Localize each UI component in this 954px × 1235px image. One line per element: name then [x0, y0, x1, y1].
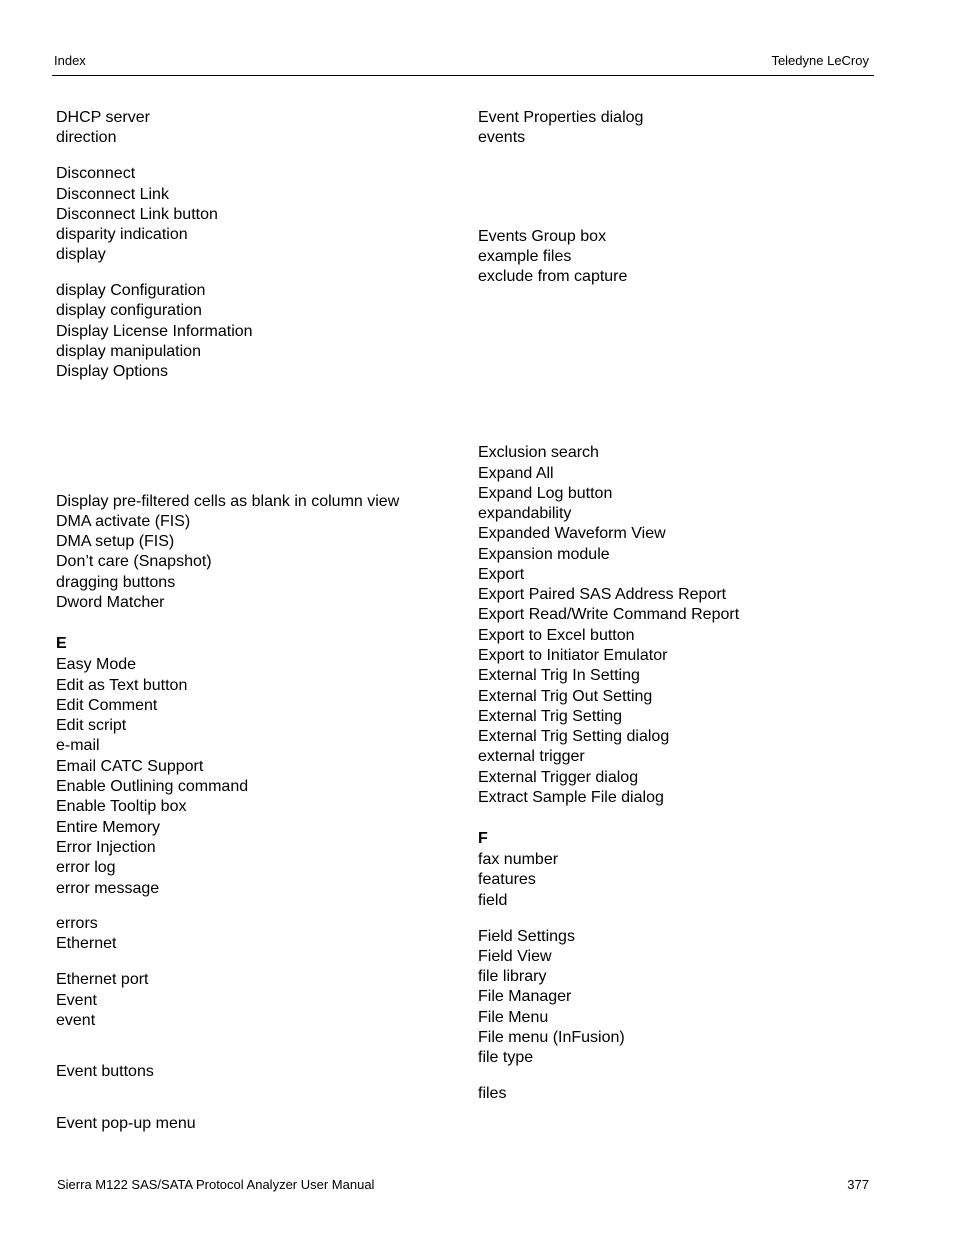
index-entry: expandability	[478, 505, 572, 522]
index-letter-heading: F	[478, 830, 488, 847]
index-entry: Expansion module	[478, 546, 610, 563]
index-entry: event	[56, 1012, 96, 1029]
footer-title: Sierra M122 SAS/SATA Protocol Analyzer User Manual	[57, 1177, 375, 1192]
page-number: 377	[847, 1177, 869, 1192]
index-entry: Export to Initiator Emulator	[478, 647, 668, 664]
running-header-section: Index	[54, 53, 86, 68]
index-entry: display manipulation	[56, 343, 201, 360]
index-entry: Disconnect	[56, 165, 136, 182]
index-entry: Disconnect Link	[56, 186, 169, 203]
index-entry: External Trig In Setting	[478, 667, 640, 684]
index-entry: Field Settings	[478, 928, 575, 945]
index-entry: Exclusion search	[478, 444, 599, 461]
index-entry: Error Injection	[56, 839, 156, 856]
index-entry: Event Properties dialog	[478, 109, 644, 126]
index-entry: File menu (InFusion)	[478, 1029, 625, 1046]
index-entry: Expand Log button	[478, 485, 613, 502]
index-entry: error log	[56, 859, 116, 876]
index-entry: Export Paired SAS Address Report	[478, 586, 727, 603]
index-entry: Field View	[478, 948, 552, 965]
index-entry: External Trig Setting	[478, 708, 623, 725]
index-entry: Dword Matcher	[56, 594, 165, 611]
index-entry: files	[478, 1085, 507, 1102]
index-entry: External Trig Setting dialog	[478, 728, 670, 745]
index-entry: display configuration	[56, 302, 202, 319]
index-entry: direction	[56, 129, 117, 146]
index-entry: exclude from capture	[478, 268, 628, 285]
index-entry: display Configuration	[56, 282, 206, 299]
header-rule	[52, 75, 874, 76]
index-entry: events	[478, 129, 526, 146]
index-entry: dragging buttons	[56, 574, 176, 591]
index-entry: Display License Information	[56, 323, 253, 340]
index-entry: External Trig Out Setting	[478, 688, 653, 705]
index-entry: Enable Outlining command	[56, 778, 249, 795]
index-entry: external trigger	[478, 748, 585, 765]
index-entry: Events Group box	[478, 228, 607, 245]
index-entry: e-mail	[56, 737, 100, 754]
index-entry: Export	[478, 566, 525, 583]
index-entry: File Manager	[478, 988, 572, 1005]
index-entry: DHCP server	[56, 109, 150, 126]
index-entry: Edit script	[56, 717, 127, 734]
index-entry: display	[56, 246, 106, 263]
index-entry: Expand All	[478, 465, 554, 482]
index-entry: Export to Excel button	[478, 627, 635, 644]
index-entry: Entire Memory	[56, 819, 161, 836]
index-entry: Disconnect Link button	[56, 206, 218, 223]
index-entry: Email CATC Support	[56, 758, 204, 775]
index-entry: features	[478, 871, 536, 888]
index-entry: Easy Mode	[56, 656, 137, 673]
index-entry: Expanded Waveform View	[478, 525, 666, 542]
index-entry: DMA activate (FIS)	[56, 513, 191, 530]
index-entry: Display pre-filtered cells as blank in column view	[56, 493, 400, 510]
index-entry: Event	[56, 992, 97, 1009]
index-entry: Extract Sample File dialog	[478, 789, 664, 806]
index-entry: Ethernet port	[56, 971, 149, 988]
index-entry: disparity indication	[56, 226, 188, 243]
running-header-company: Teledyne LeCroy	[771, 53, 869, 68]
index-entry: file library	[478, 968, 547, 985]
index-entry: Display Options	[56, 363, 169, 380]
index-entry: Enable Tooltip box	[56, 798, 187, 815]
index-entry: errors	[56, 915, 98, 932]
index-entry: Edit Comment	[56, 697, 158, 714]
index-entry: example files	[478, 248, 572, 265]
index-entry: File Menu	[478, 1009, 549, 1026]
index-entry: DMA setup (FIS)	[56, 533, 175, 550]
index-entry: fax number	[478, 851, 559, 868]
index-entry: External Trigger dialog	[478, 769, 639, 786]
index-entry: file type	[478, 1049, 534, 1066]
index-letter-heading: E	[56, 635, 67, 652]
index-entry: error message	[56, 880, 160, 897]
index-entry: Export Read/Write Command Report	[478, 606, 740, 623]
index-entry: Don’t care (Snapshot)	[56, 553, 212, 570]
index-entry: Ethernet	[56, 935, 117, 952]
index-entry: field	[478, 892, 508, 909]
index-entry: Edit as Text button	[56, 677, 188, 694]
index-entry: Event pop-up menu	[56, 1115, 196, 1132]
index-entry: Event buttons	[56, 1063, 154, 1080]
